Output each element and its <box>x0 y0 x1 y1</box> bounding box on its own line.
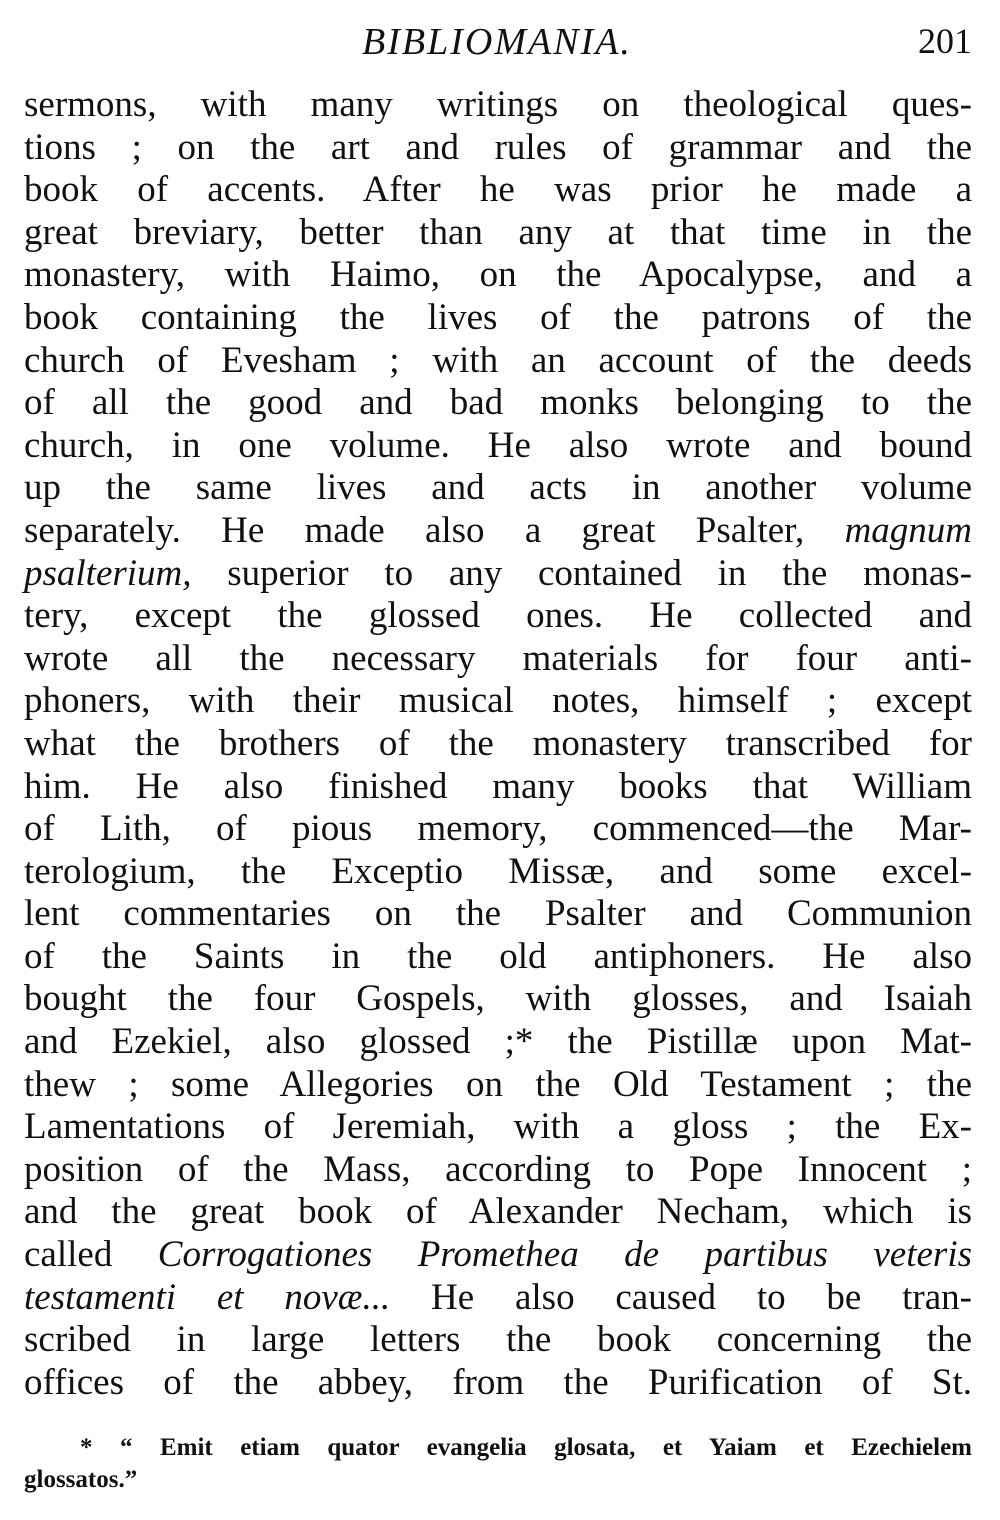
text-line: offices of the abbey, from the Purification of St. <box>24 1361 972 1403</box>
running-title: BIBLIOMANIA. <box>362 21 632 63</box>
text-segment: He also caused to be tran- <box>390 1276 972 1318</box>
text-line: tery, except the glossed ones. He collected and <box>24 595 972 637</box>
footnote <box>24 1432 972 1496</box>
text-line <box>24 1277 972 1320</box>
text-line: position of the Mass, according to Pope Innocent ; <box>24 1148 972 1190</box>
text-line: of the Saints in the old antiphoners. He also <box>24 935 972 977</box>
text-line: what the brothers of the monastery transcribed for <box>24 722 972 764</box>
text-line: of all the good and bad monks belonging to the <box>24 382 972 424</box>
text-line: tions ; on the art and rules of grammar and the <box>24 126 972 168</box>
text-line: wrote all the necessary materials for four anti- <box>24 637 972 679</box>
text-line: great breviary, better than any at that time in the <box>24 211 972 253</box>
text-line: phoners, with their musical notes, himself ; except <box>24 680 972 722</box>
text-line: Lamentations of Jeremiah, with a gloss ; the Ex- <box>24 1106 972 1148</box>
italic-phrase: psalterium, <box>24 552 192 594</box>
text-line: church, in one volume. He also wrote and bound <box>24 424 972 466</box>
text-line: scribed in large letters the book concerning the <box>24 1319 972 1361</box>
text-line: book containing the lives of the patrons of the <box>24 296 972 338</box>
footnote-line: glossatos.” <box>24 1466 138 1493</box>
italic-phrase: testamenti et novæ... <box>24 1276 391 1318</box>
italic-phrase: magnum <box>844 509 973 551</box>
page-number: 201 <box>918 21 972 61</box>
italic-phrase: Corrogationes Promethea de partibus veteris <box>157 1234 972 1276</box>
footnote-line: * “ Emit etiam quator evangelia glosata, et Yaiam et Ezechielem <box>80 1434 972 1461</box>
text-segment: called <box>24 1234 113 1276</box>
text-line <box>24 1234 972 1277</box>
text-segment: superior to any contained in the monas- <box>191 552 972 594</box>
text-line: and Ezekiel, also glossed ;* the Pistillæ upon Mat- <box>24 1021 972 1063</box>
text-line: sermons, with many writings on theological ques- <box>24 84 972 125</box>
text-line: thew ; some Allegories on the Old Testament ; the <box>24 1063 972 1105</box>
text-line: bought the four Gospels, with glosses, and Isaiah <box>24 978 972 1020</box>
text-line: and the great book of Alexander Necham, which is <box>24 1191 972 1233</box>
text-line: up the same lives and acts in another volume <box>24 467 972 509</box>
text-line: monastery, with Haimo, on the Apocalypse, and a <box>24 254 972 296</box>
text-line: of Lith, of pious memory, commenced—the Mar- <box>24 808 972 850</box>
text-line: lent commentaries on the Psalter and Communion <box>24 893 972 935</box>
body-text <box>24 84 972 1404</box>
text-line: terologium, the Exceptio Missæ, and some excel- <box>24 850 972 892</box>
page-header <box>22 16 972 66</box>
text-line <box>24 553 972 596</box>
text-line: church of Evesham ; with an account of the deeds <box>24 339 972 381</box>
text-line: book of accents. After he was prior he made a <box>24 169 972 211</box>
text-line <box>24 510 972 553</box>
text-segment: separately. He made also a great Psalter, <box>24 509 805 551</box>
text-line: him. He also finished many books that William <box>24 765 972 807</box>
